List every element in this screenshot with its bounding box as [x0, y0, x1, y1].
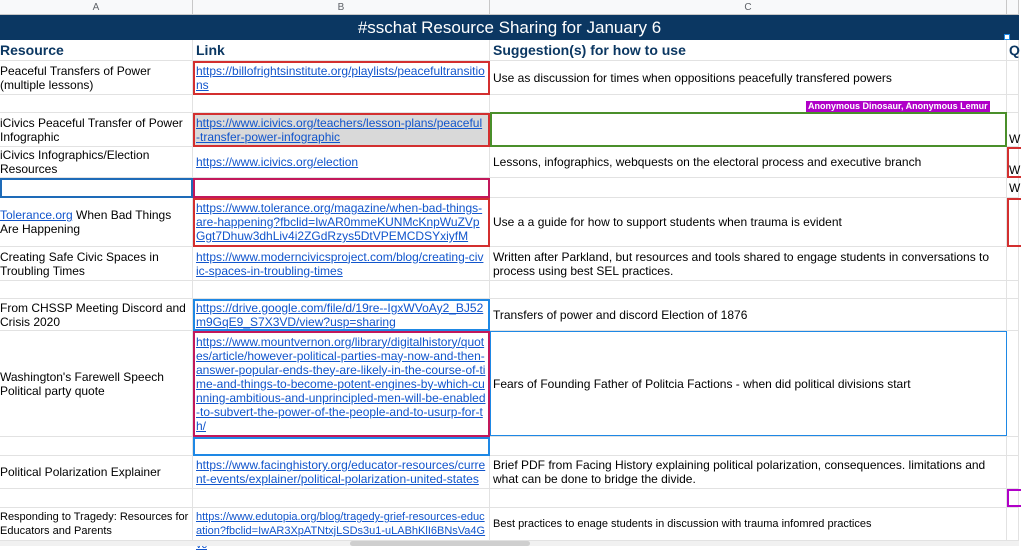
table-cell[interactable] — [1007, 508, 1019, 541]
table-cell[interactable] — [1007, 437, 1019, 456]
scrollbar-thumb[interactable] — [350, 541, 530, 546]
header-suggestions[interactable]: Suggestion(s) for how to use — [490, 40, 1007, 61]
resource-link[interactable]: https://www.facinghistory.org/educator-resources/current-events/explainer/political-polarization-united-states — [196, 458, 486, 486]
cell-text: W — [1009, 132, 1021, 146]
table-cell[interactable] — [1007, 247, 1019, 281]
table-cell[interactable] — [193, 198, 490, 247]
table-cell[interactable] — [0, 198, 193, 247]
resource-link[interactable]: https://www.edutopia.org/blog/tragedy-grief-resources-education?fbclid=IwAR3XpATNtxjLSDs3u1-uLABhKlI6BNsVa4G — [196, 511, 486, 537]
resource-link[interactable]: https://www.icivics.org/teachers/lesson-plans/peaceful-transfer-power-infographic — [196, 115, 483, 144]
column-header-c[interactable]: C — [490, 0, 1007, 15]
cell-text: Written after Parkland, but resources and tools shared to engage students in conversations to process using best SEL practices. — [493, 249, 990, 278]
table-cell[interactable] — [1007, 456, 1019, 489]
cell-text: Best practices to enage students in discussion with trauma infomred practices — [493, 518, 872, 530]
table-cell[interactable] — [1007, 178, 1019, 198]
cell-text: Use as discussion for times when oppositions peacefully transfered powers — [493, 70, 892, 85]
cell-text: From CHSSP Meeting Discord and Crisis 2020 — [0, 300, 186, 329]
table-cell[interactable] — [490, 437, 1007, 456]
table-cell[interactable] — [193, 299, 490, 331]
table-cell[interactable] — [193, 61, 490, 95]
cell-text — [0, 208, 189, 236]
cell-text: Transfers of power and discord Election of 1876 — [493, 307, 748, 322]
table-cell[interactable] — [193, 281, 490, 299]
table-cell[interactable] — [0, 331, 193, 437]
table-cell[interactable] — [193, 95, 490, 113]
header-resource[interactable]: Resource — [0, 40, 193, 61]
table-cell[interactable] — [0, 147, 193, 178]
table-cell[interactable] — [490, 178, 1007, 198]
resource-link[interactable]: https://www.moderncivicsproject.com/blog/creating-civic-spaces-in-troubling-times — [196, 249, 484, 278]
cell-text: Creating Safe Civic Spaces in Troubling Times — [0, 249, 159, 278]
table-cell[interactable] — [1007, 95, 1019, 113]
table-cell[interactable] — [490, 508, 1007, 541]
column-header-a[interactable]: A — [0, 0, 193, 15]
table-cell[interactable] — [193, 331, 490, 437]
column-header-d[interactable] — [1007, 0, 1019, 15]
collaborator-tag: Anonymous Dinosaur, Anonymous Lemur — [808, 101, 988, 111]
table-cell[interactable] — [0, 299, 193, 331]
table-cell[interactable] — [1007, 113, 1019, 147]
table-cell[interactable] — [0, 437, 193, 456]
table-cell[interactable] — [1007, 331, 1019, 437]
resource-link[interactable]: https://drive.google.com/file/d/19re--IgxWVoAy2_BJ52m9GqE9_S7X3VD/view?usp=sharing — [196, 300, 484, 329]
table-cell[interactable] — [193, 456, 490, 489]
cell-text: Political Polarization Explainer — [0, 465, 161, 479]
table-cell[interactable] — [193, 147, 490, 178]
table-cell[interactable] — [0, 489, 193, 508]
table-cell[interactable] — [490, 147, 1007, 178]
table-cell[interactable] — [490, 489, 1007, 508]
cell-text: iCivics Infographics/Election Resources — [0, 148, 150, 176]
table-cell[interactable] — [490, 198, 1007, 247]
table-cell[interactable] — [0, 178, 193, 198]
table-cell[interactable] — [193, 247, 490, 281]
cell-text: iCivics Peaceful Transfer of Power Infographic — [0, 115, 183, 144]
table-cell[interactable] — [193, 113, 490, 147]
table-cell[interactable] — [0, 508, 193, 541]
resource-link[interactable]: https://www.tolerance.org/magazine/when-bad-things-are-happening?fbclid=IwAR0mmeKUNMcKnpWuZVpGgt7Dhuw3dhLiv4i2ZGdRzys5DtVPEMCDSYxiyfM — [196, 201, 483, 243]
cell-text: Brief PDF from Facing History explaining political polarization, consequences. limitations and what can be done to bridge the divide. — [493, 458, 986, 486]
cell-text: Fears of Founding Father of Politcia Factions - when did political divisions start — [493, 376, 911, 391]
table-cell[interactable] — [1007, 281, 1019, 299]
resource-link[interactable]: https://billofrightsinstitute.org/playlists/peacefultransitions — [196, 63, 485, 92]
table-cell[interactable] — [193, 178, 490, 198]
table-cell[interactable] — [490, 456, 1007, 489]
table-cell[interactable] — [0, 61, 193, 95]
cell-text: W — [1009, 180, 1021, 195]
cell-text: Peaceful Transfers of Power (multiple lessons) — [0, 63, 151, 92]
cell-text: Responding to Tragedy: Resources for Educators and Parents — [0, 511, 189, 537]
header-d[interactable]: Q — [1007, 40, 1019, 61]
table-cell[interactable] — [1007, 147, 1019, 178]
table-cell[interactable] — [1007, 299, 1019, 331]
column-header-b[interactable]: B — [193, 0, 490, 15]
cell-text: Use a a guide for how to support students when trauma is evident — [493, 215, 842, 229]
cell-text: Lessons, infographics, webquests on the electoral process and executive branch — [493, 155, 922, 169]
tolerance-link[interactable]: Tolerance.org — [0, 208, 73, 222]
table-cell[interactable] — [193, 508, 490, 541]
table-cell[interactable] — [0, 281, 193, 299]
table-cell[interactable] — [490, 61, 1007, 95]
table-cell[interactable] — [490, 247, 1007, 281]
table-cell[interactable] — [193, 489, 490, 508]
table-cell[interactable] — [193, 437, 490, 456]
table-cell[interactable] — [490, 113, 1007, 147]
table-cell[interactable] — [490, 299, 1007, 331]
table-cell[interactable] — [0, 247, 193, 281]
cell-text-rest: When Bad Things Are Happening — [0, 208, 172, 236]
table-cell[interactable] — [490, 281, 1007, 299]
table-cell[interactable] — [1007, 61, 1019, 95]
sheet-title[interactable]: #sschat Resource Sharing for January 6 — [0, 15, 1019, 40]
cell-text: W — [1009, 163, 1021, 177]
cell-text: Washington's Farewell Speech Political party quote — [0, 369, 164, 398]
table-cell[interactable] — [0, 95, 193, 113]
table-cell[interactable] — [1007, 198, 1019, 247]
resource-link[interactable]: https://www.mountvernon.org/library/digitalhistory/quotes/article/however-political-parties-may-now-and-then-answer-popular-ends-they-are-likely-in-the-course-of-time-and-things-to-become-potent-engines-by-which-cunning-ambitious-and-unprincipled-men-will-be-enabled-to-subvert-the-power-of-the-people-and-to-usurp-for-th/ — [196, 334, 486, 433]
table-cell[interactable] — [1007, 489, 1019, 508]
header-link[interactable]: Link — [193, 40, 490, 61]
table-cell[interactable] — [0, 456, 193, 489]
table-cell[interactable] — [490, 331, 1007, 437]
resource-link[interactable]: https://www.icivics.org/election — [196, 155, 359, 169]
table-cell[interactable] — [0, 113, 193, 147]
